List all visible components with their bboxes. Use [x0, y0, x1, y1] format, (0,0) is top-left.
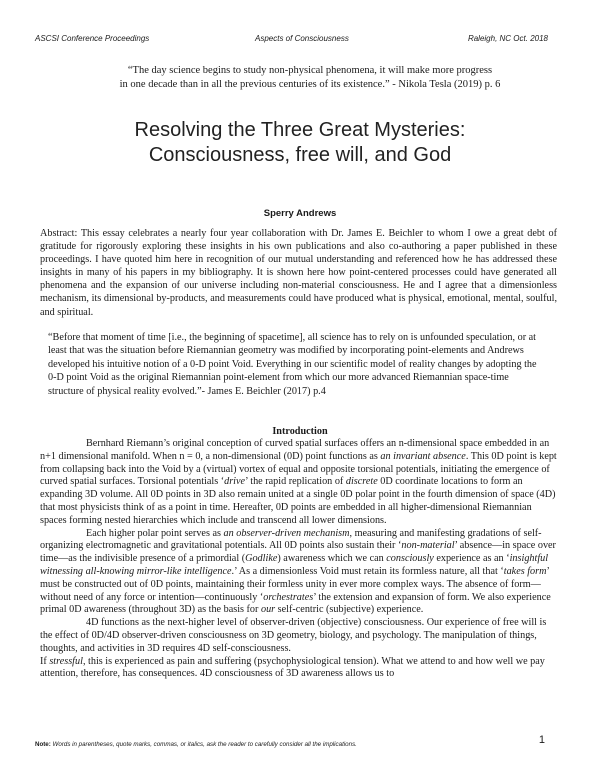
p1-text-e: ’ the rapid replication of	[245, 476, 346, 488]
p2-italic-f: Godlike	[245, 553, 278, 565]
p2-italic-n: orchestrates	[263, 591, 314, 603]
title-line-2: Consciousness, free will, and God	[148, 144, 452, 166]
header-right: Raleigh, NC Oct. 2018	[467, 34, 548, 43]
p2-italic-b: an observer-driven mechanism	[223, 527, 350, 539]
epigraph	[40, 64, 580, 91]
p2-text-g: ) awareness which we can	[277, 553, 387, 565]
page-number: 1	[538, 734, 545, 746]
p2-italic-l: takes form	[503, 565, 547, 577]
p3-text: 4D functions as the next-higher level of observer-driven (objective) consciousness. Our experience of free will is the effect of 0D/4D observer-driven consciousness on 3D geometry, biology, and psychology. The manipulation of things, thoughts, and activities in 3D requires 4D self-consciousness.	[40, 617, 547, 654]
body-text	[40, 438, 557, 681]
p2-text-c: , measuring and manifesting gradations of self-organizing electromagnetic and gravitational potentials. All 0D points also sustain their ‘	[40, 527, 542, 552]
footnote	[35, 741, 555, 748]
p2-italic-d: non-material	[401, 540, 455, 552]
running-header	[35, 34, 548, 48]
author-name: Sperry Andrews	[263, 208, 337, 219]
p1-italic-b: an invariant absence	[380, 450, 466, 462]
block-quote: “Before that moment of time [i.e., the beginning of spacetime], all science has to rely on is unfounded speculation, or at least that was the situation before Riemannian geometry was modified by incorporating point-elements and Andrews developed his intuitive notion of a 0-D point Void. Everything in our scientific model of reality changes by adopting the 0-D point Void as the original Riemannian point-element from which our more advanced Riemannian space-time structure of physical reality evolved.”- James E. Beichler (2017) p.4	[48, 332, 537, 397]
p3-text-b: If	[40, 655, 50, 667]
p2-text-a: Each higher polar point serves as	[86, 527, 224, 539]
paragraph-3-continued	[40, 656, 557, 682]
epigraph-line-2: in one decade than in all the previous centuries of its existence.” - Nikola Tesla (2019) p. 6	[119, 78, 501, 90]
p2-text-k: .’ As a dimensionless Void must retain its formless nature, all that ‘	[231, 565, 504, 577]
p1-italic-f: discrete	[345, 476, 378, 488]
p2-text-o: ’ the extension and expansion of form. We also experience primal 0D awareness (throughout 3D) as the basis for	[40, 591, 551, 616]
epigraph-line-1: “The day science begins to study non-physical phenomena, it will make more progress	[127, 65, 493, 76]
section-heading: Introduction	[272, 426, 328, 437]
abstract: Abstract: This essay celebrates a nearly four year collaboration with Dr. James E. Beichler to whom I owe a great debt of gratitude for rigorously exploring these insights in his own publications and also co-authoring a paper published in these proceedings. I have quoted him here in recognition of our mutual understanding and referenced how he has addressed these insights in many of his papers in my bibliography. It is shown here how point-centered processes could have generated all phenomena and the expansion of our universe including non-material consciousness. He and I agree that a dimensionless mechanism, its dimensional by-products, and measurements could have produced what is physical, emotional, mental, soulful, and spiritual.	[40, 228, 557, 318]
p2-text-q: self-centric (subjective) experience.	[275, 604, 424, 616]
paragraph-3	[40, 617, 557, 655]
title-line-1: Resolving the Three Great Mysteries:	[134, 119, 466, 141]
p2-italic-j: insightful witnessing all-knowing mirror-like intelligence	[40, 553, 549, 577]
p2-italic-h: consciously	[386, 553, 434, 565]
paper-title	[20, 118, 580, 168]
footnote-label: Note:	[35, 741, 51, 748]
header-center: Aspects of Consciousness	[255, 34, 349, 43]
p2-text-m: ’ must be constructed out of 0D points, maintaining their formless unity in ever more complex ways. The absence of form—without need of any force or intention—continuously ‘	[40, 565, 550, 603]
p2-text-i: experience as an ‘	[433, 553, 510, 565]
paragraph-2	[40, 528, 557, 618]
p3-text-d: , this is experienced as pain and suffering (psychophysiological tension). What we attend to and how well we pay attention, therefore, has consequences. 4D consciousness of 3D awareness allows us to	[40, 655, 545, 680]
p1-text-c: . This 0D point is kept from collapsing back into the Void by a (virtual) vortex of equal and opposite torsional potentials, initiating the emergence of curved spatial surfaces. Torsional potentials ‘	[40, 450, 557, 488]
footnote-text: Words in parentheses, quote marks, commas, or italics, ask the reader to carefully consider all the implications.	[50, 741, 357, 748]
paragraph-1	[40, 438, 557, 528]
p3-italic-c: stressful	[49, 655, 83, 667]
header-left: ASCSI Conference Proceedings	[35, 34, 150, 43]
p1-text-g: 0D coordinate locations to form an expanding 3D volume. All 0D points in 3D also remain united at a single 0D polar point in the fourth dimension of space (4D) that most physicists think of as a point in time. Hereafter, 0D points are embedded in all higher-dimensional Riemannian spaces forming nested hierarchies which include and transcend all lower dimensions.	[40, 476, 556, 526]
p1-italic-d: drive	[224, 476, 246, 488]
p2-italic-p: our	[260, 604, 276, 616]
p2-text-e: ’ absence—in space over time—as the indivisible presence of a primordial (	[40, 540, 556, 565]
p1-text-a: Bernhard Riemann’s original conception of curved spatial surfaces offers an n-dimensional space embedded in an n+1 dimensional manifold. When n = 0, a non-dimensional (0D) point functions as	[40, 438, 550, 462]
